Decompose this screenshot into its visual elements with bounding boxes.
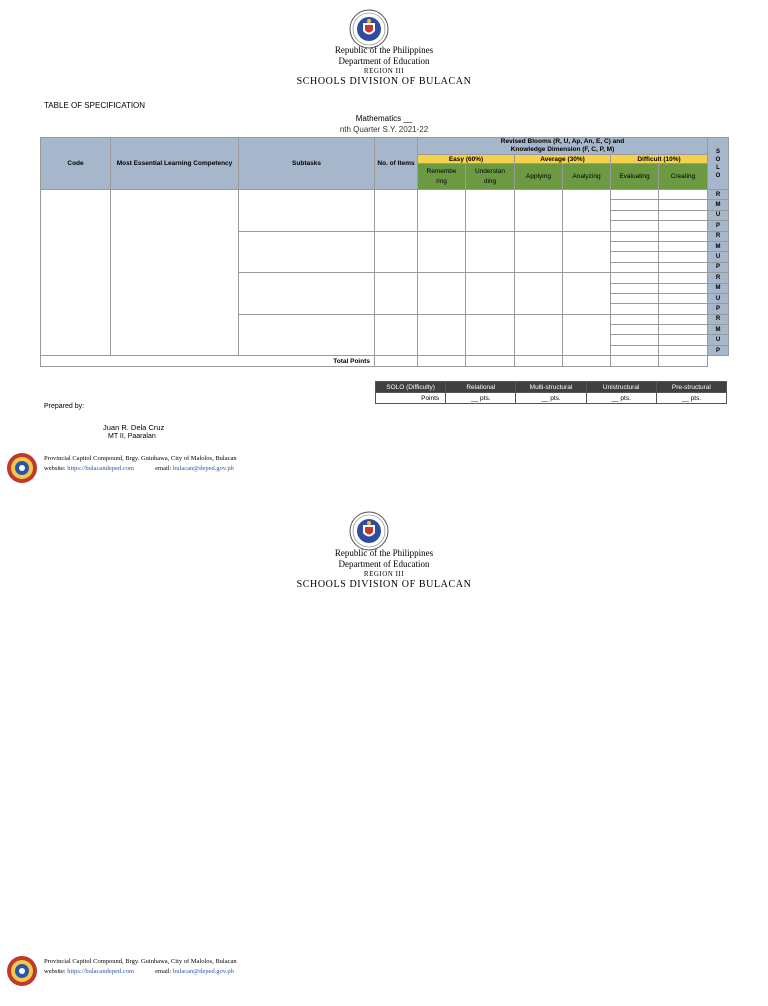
creating-cell xyxy=(659,262,708,272)
evaluating-cell xyxy=(611,200,659,210)
solo-level-letter: R xyxy=(708,273,729,283)
footer-email-label: email: xyxy=(155,465,172,472)
creating-cell xyxy=(659,335,708,345)
creating-cell xyxy=(659,210,708,220)
creating-cell xyxy=(659,283,708,293)
footer-website-label: website: xyxy=(44,465,66,472)
solo-letter-o: O xyxy=(715,156,721,163)
footer-website-label: website: xyxy=(44,968,66,975)
header-code: Code xyxy=(41,138,111,190)
solo-letter-l: L xyxy=(716,164,720,171)
header-bloom xyxy=(418,138,708,155)
header-republic: Republic of the Philippines xyxy=(334,548,434,558)
solo-level-letter: R xyxy=(708,231,729,241)
prepared-by-label: Prepared by: xyxy=(44,403,85,410)
understanding-cell xyxy=(466,231,515,273)
total-cell xyxy=(563,356,611,367)
solo-level-letter: U xyxy=(708,252,729,262)
page-header xyxy=(0,548,768,591)
creating-cell xyxy=(659,325,708,335)
evaluating-cell xyxy=(611,231,659,241)
applying-cell xyxy=(515,314,563,356)
creating-cell xyxy=(659,252,708,262)
understanding-line2: ding xyxy=(483,177,497,185)
remembering-line2: ring xyxy=(436,177,447,185)
evaluating-cell xyxy=(611,241,659,251)
creating-cell xyxy=(659,345,708,355)
evaluating-cell xyxy=(611,210,659,220)
solo-level-letter: M xyxy=(708,241,729,251)
solo-level-letter: P xyxy=(708,304,729,314)
understanding-line1: Understan xyxy=(475,167,505,175)
evaluating-cell xyxy=(611,252,659,262)
items-cell xyxy=(375,190,418,232)
evaluating-cell xyxy=(611,304,659,314)
understanding-cell xyxy=(466,190,515,232)
solo-points-prestructural: __ pts. xyxy=(656,393,726,404)
solo-points-unistructural: __ pts. xyxy=(586,393,656,404)
solo-level-letter: U xyxy=(708,335,729,345)
total-cell xyxy=(418,356,466,367)
solo-level-letter: P xyxy=(708,345,729,355)
footer-email-link[interactable]: bulacan@deped.gov.ph xyxy=(173,465,234,472)
header-items: No. of Items xyxy=(375,138,418,190)
footer-website-link[interactable]: https://bulacandeped.com xyxy=(67,968,134,975)
solo-header-multistructural: Multi-structural xyxy=(516,382,586,393)
header-department: Department of Education xyxy=(338,559,430,569)
header-division: SCHOOLS DIVISION OF BULACAN xyxy=(296,76,472,87)
solo-level-letter: M xyxy=(708,283,729,293)
evaluating-cell xyxy=(611,314,659,324)
solo-level-letter: M xyxy=(708,325,729,335)
evaluating-cell xyxy=(611,293,659,303)
total-cell xyxy=(466,356,515,367)
solo-points-multistructural: __ pts. xyxy=(516,393,586,404)
solo-points-relational: __ pts. xyxy=(446,393,516,404)
total-cell xyxy=(375,356,418,367)
preparer-position: MT II, Paaralan xyxy=(108,433,156,440)
header-division: SCHOOLS DIVISION OF BULACAN xyxy=(296,579,472,590)
solo-header-prestructural: Pre-structural xyxy=(656,382,726,393)
page-header xyxy=(0,45,768,88)
understanding-cell xyxy=(466,314,515,356)
evaluating-cell xyxy=(611,325,659,335)
deped-seal xyxy=(349,511,389,551)
solo-level-letter: U xyxy=(708,210,729,220)
solo-level-letter: M xyxy=(708,200,729,210)
remembering-cell xyxy=(418,314,466,356)
header-republic: Republic of the Philippines xyxy=(334,45,434,55)
header-difficult: Difficult (10%) xyxy=(611,155,708,164)
solo-level-letter: R xyxy=(708,314,729,324)
remembering-cell xyxy=(418,273,466,315)
analyzing-cell xyxy=(563,190,611,232)
preparer-name: Juan R. Dela Cruz xyxy=(103,423,165,432)
solo-level-letter: P xyxy=(708,221,729,231)
solo-header-unistructural: Unistructural xyxy=(586,382,656,393)
items-cell xyxy=(375,314,418,356)
total-cell-empty xyxy=(708,356,729,367)
creating-cell xyxy=(659,293,708,303)
header-average: Average (30%) xyxy=(515,155,611,164)
creating-cell xyxy=(659,273,708,283)
applying-cell xyxy=(515,190,563,232)
solo-level-letter: U xyxy=(708,293,729,303)
solo-points-table xyxy=(375,381,727,404)
creating-cell xyxy=(659,304,708,314)
header-melc: Most Essential Learning Competency xyxy=(111,138,239,190)
header-understanding xyxy=(466,164,515,190)
evaluating-cell xyxy=(611,262,659,272)
creating-cell xyxy=(659,241,708,251)
creating-cell xyxy=(659,314,708,324)
header-solo xyxy=(708,138,729,190)
footer-address: Provincial Capitol Compound, Brgy. Guinhawa, City of Malolos, Bulacan xyxy=(44,958,237,965)
footer-contact xyxy=(44,968,234,975)
applying-cell xyxy=(515,273,563,315)
solo-header-relational: Relational xyxy=(446,382,516,393)
subtask-cell xyxy=(239,314,375,356)
melc-cell xyxy=(111,190,239,356)
creating-cell xyxy=(659,231,708,241)
header-region: REGION III xyxy=(363,570,405,578)
tos-body xyxy=(41,190,729,356)
subject-title: Mathematics __ xyxy=(355,114,413,123)
solo-points-label: Points xyxy=(376,393,446,404)
subtask-cell xyxy=(239,231,375,273)
quarter-title: nth Quarter S.Y. 2021-22 xyxy=(339,125,429,134)
evaluating-cell xyxy=(611,273,659,283)
deped-seal xyxy=(349,9,389,49)
remembering-cell xyxy=(418,231,466,273)
subtask-cell xyxy=(239,190,375,232)
items-cell xyxy=(375,231,418,273)
header-subtasks: Subtasks xyxy=(239,138,375,190)
header-region: REGION III xyxy=(363,67,405,75)
tos-table xyxy=(40,137,729,367)
remembering-cell xyxy=(418,190,466,232)
total-points-label: Total Points xyxy=(41,356,375,367)
header-evaluating: Evaluating xyxy=(611,164,659,190)
items-cell xyxy=(375,273,418,315)
evaluating-cell xyxy=(611,221,659,231)
page-footer xyxy=(6,452,266,486)
solo-level-letter: R xyxy=(708,190,729,200)
solo-letter-o2: O xyxy=(715,172,721,179)
applying-cell xyxy=(515,231,563,273)
footer-email-label: email: xyxy=(155,968,172,975)
solo-header-difficulty: SOLO (Difficulty) xyxy=(376,382,446,393)
header-easy: Easy (60%) xyxy=(418,155,515,164)
evaluating-cell xyxy=(611,345,659,355)
total-cell xyxy=(515,356,563,367)
header-remembering xyxy=(418,164,466,190)
header-bloom-line1: Revised Blooms (R, U, Ap, An, E, C) and xyxy=(500,138,625,145)
footer-address: Provincial Capitol Compound, Brgy. Guinhawa, City of Malolos, Bulacan xyxy=(44,455,237,462)
evaluating-cell xyxy=(611,190,659,200)
analyzing-cell xyxy=(563,273,611,315)
code-cell xyxy=(41,190,111,356)
tos-label: TABLE OF SPECIFICATION xyxy=(44,101,146,110)
header-analyzing: Analyzing xyxy=(563,164,611,190)
analyzing-cell xyxy=(563,314,611,356)
footer-email-link[interactable]: bulacan@deped.gov.ph xyxy=(173,968,234,975)
header-department: Department of Education xyxy=(338,56,430,66)
total-cell xyxy=(659,356,708,367)
creating-cell xyxy=(659,190,708,200)
understanding-cell xyxy=(466,273,515,315)
header-bloom-line2: Knowledge Dimension (F, C, P, M) xyxy=(510,146,615,153)
subtask-cell xyxy=(239,273,375,315)
creating-cell xyxy=(659,200,708,210)
analyzing-cell xyxy=(563,231,611,273)
footer-website-link[interactable]: https://bulacandeped.com xyxy=(67,465,134,472)
evaluating-cell xyxy=(611,335,659,345)
page-footer xyxy=(6,955,266,989)
solo-level-letter: P xyxy=(708,262,729,272)
creating-cell xyxy=(659,221,708,231)
total-cell xyxy=(611,356,659,367)
footer-contact xyxy=(44,465,234,472)
division-seal-icon xyxy=(6,452,38,484)
header-applying: Applying xyxy=(515,164,563,190)
solo-letter-s: S xyxy=(715,148,720,155)
division-seal-icon xyxy=(6,955,38,987)
evaluating-cell xyxy=(611,283,659,293)
header-creating: Creating xyxy=(659,164,708,190)
remembering-line1: Remembe xyxy=(426,167,457,175)
